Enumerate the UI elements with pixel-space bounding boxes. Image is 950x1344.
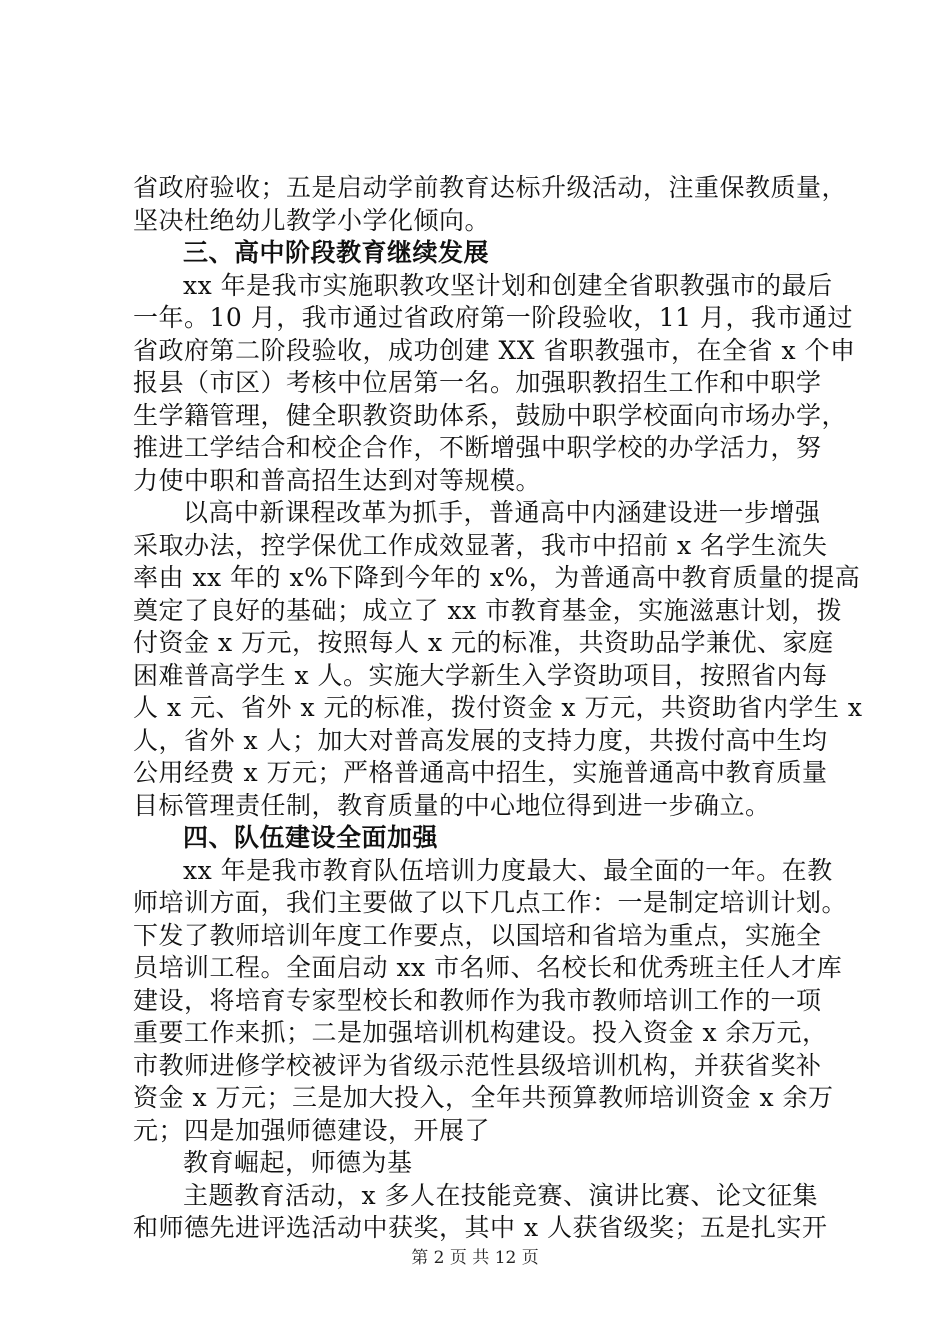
text-line: 力使中职和普高招生达到对等规模。 [133,465,542,495]
text-line: 省政府第二阶段验收，成功创建 XX 省职教强市，在全省 x 个申 [133,335,856,365]
text-line: 师培训方面，我们主要做了以下几点工作：一是制定培训计划。 [133,888,848,917]
text-line: 员培训工程。全面启动 xx 市名师、名校长和优秀班主任人才库 [133,953,843,982]
text-line: 建设，将培育专家型校长和教师作为我市教师培训工作的一项 [133,985,822,1015]
text-line: xx 年是我市教育队伍培训力度最大、最全面的一年。在教 [183,855,833,885]
text-line: 主题教育活动，x 多人在技能竞赛、演讲比赛、论文征集 [183,1180,819,1210]
text-line: 教育崛起，师德为基 [183,1148,413,1177]
text-line: 人，省外 x 人；加大对普高发展的支持力度，共拨付高中生均 [133,725,828,755]
text-line: 一年。10 月，我市通过省政府第一阶段验收，11 月，我市通过 [133,303,854,332]
text-line: 坚决杜绝幼儿教学小学化倾向。 [133,205,491,235]
text-line: 付资金 x 万元，按照每人 x 元的标准，共资助品学兼优、家庭 [133,628,834,657]
text-line: 元；四是加强师德建设，开展了 [133,1115,491,1145]
section-heading: 四、队伍建设全面加强 [183,823,439,852]
document-body [133,172,863,1245]
text-line: 目标管理责任制，教育质量的中心地位得到进一步确立。 [133,790,771,820]
text-line: 公用经费 x 万元；严格普通高中招生，实施普通高中教育质量 [133,758,828,787]
text-line: 资金 x 万元；三是加大投入，全年共预算教师培训资金 x 余万 [133,1083,834,1112]
text-line: 推进工学结合和校企合作，不断增强中职学校的办学活力，努 [133,433,822,462]
text-line: 采取办法，控学保优工作成效显著，我市中招前 x 名学生流失 [133,530,828,560]
text-line: 报县（市区）考核中位居第一名。加强职教招生工作和中职学 [133,368,822,397]
text-line: 和师德先进评选活动中获奖，其中 x 人获省级奖；五是扎实开 [133,1213,828,1242]
text-line: 省政府验收；五是启动学前教育达标升级活动，注重保教质量， [133,173,848,202]
text-line: 困难普高学生 x 人。实施大学新生入学资助项目，按照省内每 [133,660,828,690]
text-line: 重要工作来抓；二是加强培训机构建设。投入资金 x 余万元， [133,1018,828,1047]
text-line: xx 年是我市实施职教攻坚计划和创建全省职教强市的最后 [183,270,833,300]
text-line: 奠定了良好的基础；成立了 xx 市教育基金，实施滋惠计划，拨 [133,595,843,625]
text-line: 下发了教师培训年度工作要点，以国培和省培为重点，实施全 [133,920,822,950]
text-line: 人 x 元、省外 x 元的标准，拨付资金 x 万元，共资助省内学生 x [133,693,863,722]
page-footer: 第 2 页 共 12 页 [411,1248,539,1268]
section-heading: 三、高中阶段教育继续发展 [183,238,490,267]
text-line: 率由 xx 年的 x%下降到今年的 x%，为普通高中教育质量的提高 [133,563,861,592]
text-line: 以高中新课程改革为抓手，普通高中内涵建设进一步增强 [183,498,821,527]
text-line: 生学籍管理，健全职教资助体系，鼓励中职学校面向市场办学， [133,400,848,430]
text-line: 市教师进修学校被评为省级示范性县级培训机构，并获省奖补 [133,1050,822,1080]
